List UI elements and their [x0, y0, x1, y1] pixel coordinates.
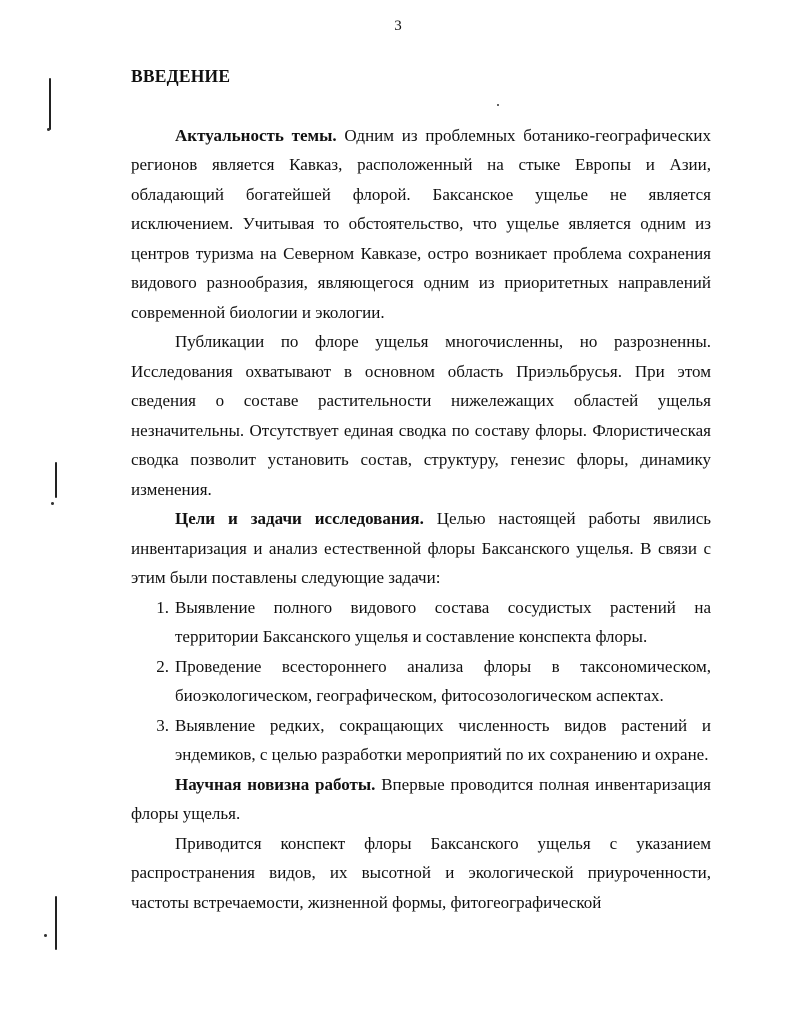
relevance-lead: Актуальность темы.	[175, 125, 337, 145]
margin-speck-bottom	[44, 934, 47, 937]
goals-text: Целью настоящей работы явились инвентаризация и анализ естественной флоры Баксанского ущелья. В связи с этим были поставлены следующие задачи:	[131, 509, 711, 587]
paragraph-novelty	[131, 770, 711, 829]
task-number-1: 1.	[156, 597, 169, 617]
page-number: 3	[394, 18, 402, 34]
novelty-text: Впервые проводится полная инвентаризация флоры ущелья.	[131, 774, 711, 823]
goals-lead: Цели и задачи исследования.	[175, 509, 424, 528]
paragraph-conspectus	[131, 829, 711, 918]
paragraph-goals	[131, 504, 711, 593]
task-list	[131, 593, 711, 770]
task-text-3: Выявление редких, сокращающих численность видов растений и эндемиков, с целью разработки мероприятий по их сохранению и охране.	[175, 715, 711, 764]
margin-speck-middle	[51, 502, 54, 505]
task-item-2	[131, 652, 711, 711]
task-text-2: Проведение всестороннего анализа флоры в таксономическом, биоэкологическом, географическом, фитосозологическом аспектах.	[175, 656, 711, 705]
margin-mark-middle	[55, 462, 57, 498]
task-number-3: 3.	[156, 715, 169, 735]
conspectus-text: Приводится конспект флоры Баксанского ущелья с указанием распространения видов, их высотной и экологической приуроченности, частоты встречаемости, жизненной формы, фитогеографической	[131, 833, 711, 912]
margin-mark-top	[49, 78, 51, 130]
margin-mark-bottom	[55, 896, 57, 950]
task-text-1: Выявление полного видового состава сосудистых растений на территории Баксанского ущелья и составление конспекта флоры.	[175, 597, 711, 646]
margin-speck-top	[47, 128, 50, 131]
section-heading: ВВЕДЕНИЕ	[131, 66, 231, 86]
task-item-1	[131, 593, 711, 652]
document-body	[131, 62, 711, 917]
relevance-text: Одним из проблемных ботанико-географических регионов является Кавказ, расположенный на стыке Европы и Азии, обладающий богатейшей флорой. Баксанское ущелье не является исключением. Учитывая то обстоятельство, что ущелье является одним из центров туризма на Северном Кавказе, остро возникает проблема сохранения видового разнообразия, являющегося одним из приоритетных направлений современной биологии и экологии.	[131, 125, 711, 322]
task-number-2: 2.	[156, 656, 169, 676]
novelty-lead: Научная новизна работы.	[175, 774, 376, 794]
publications-text: Публикации по флоре ущелья многочисленны, но разрозненны. Исследования охватывают в основном область Приэльбрусья. При этом сведения о составе растительности нижележащих областей ущелья незначительны. Отсутствует единая сводка по составу флоры. Флористическая сводка позволит установить состав, структуру, генезис флоры, динамику изменения.	[131, 332, 711, 499]
task-item-3	[131, 711, 711, 770]
paragraph-relevance	[131, 121, 711, 328]
paragraph-publications	[131, 327, 711, 504]
